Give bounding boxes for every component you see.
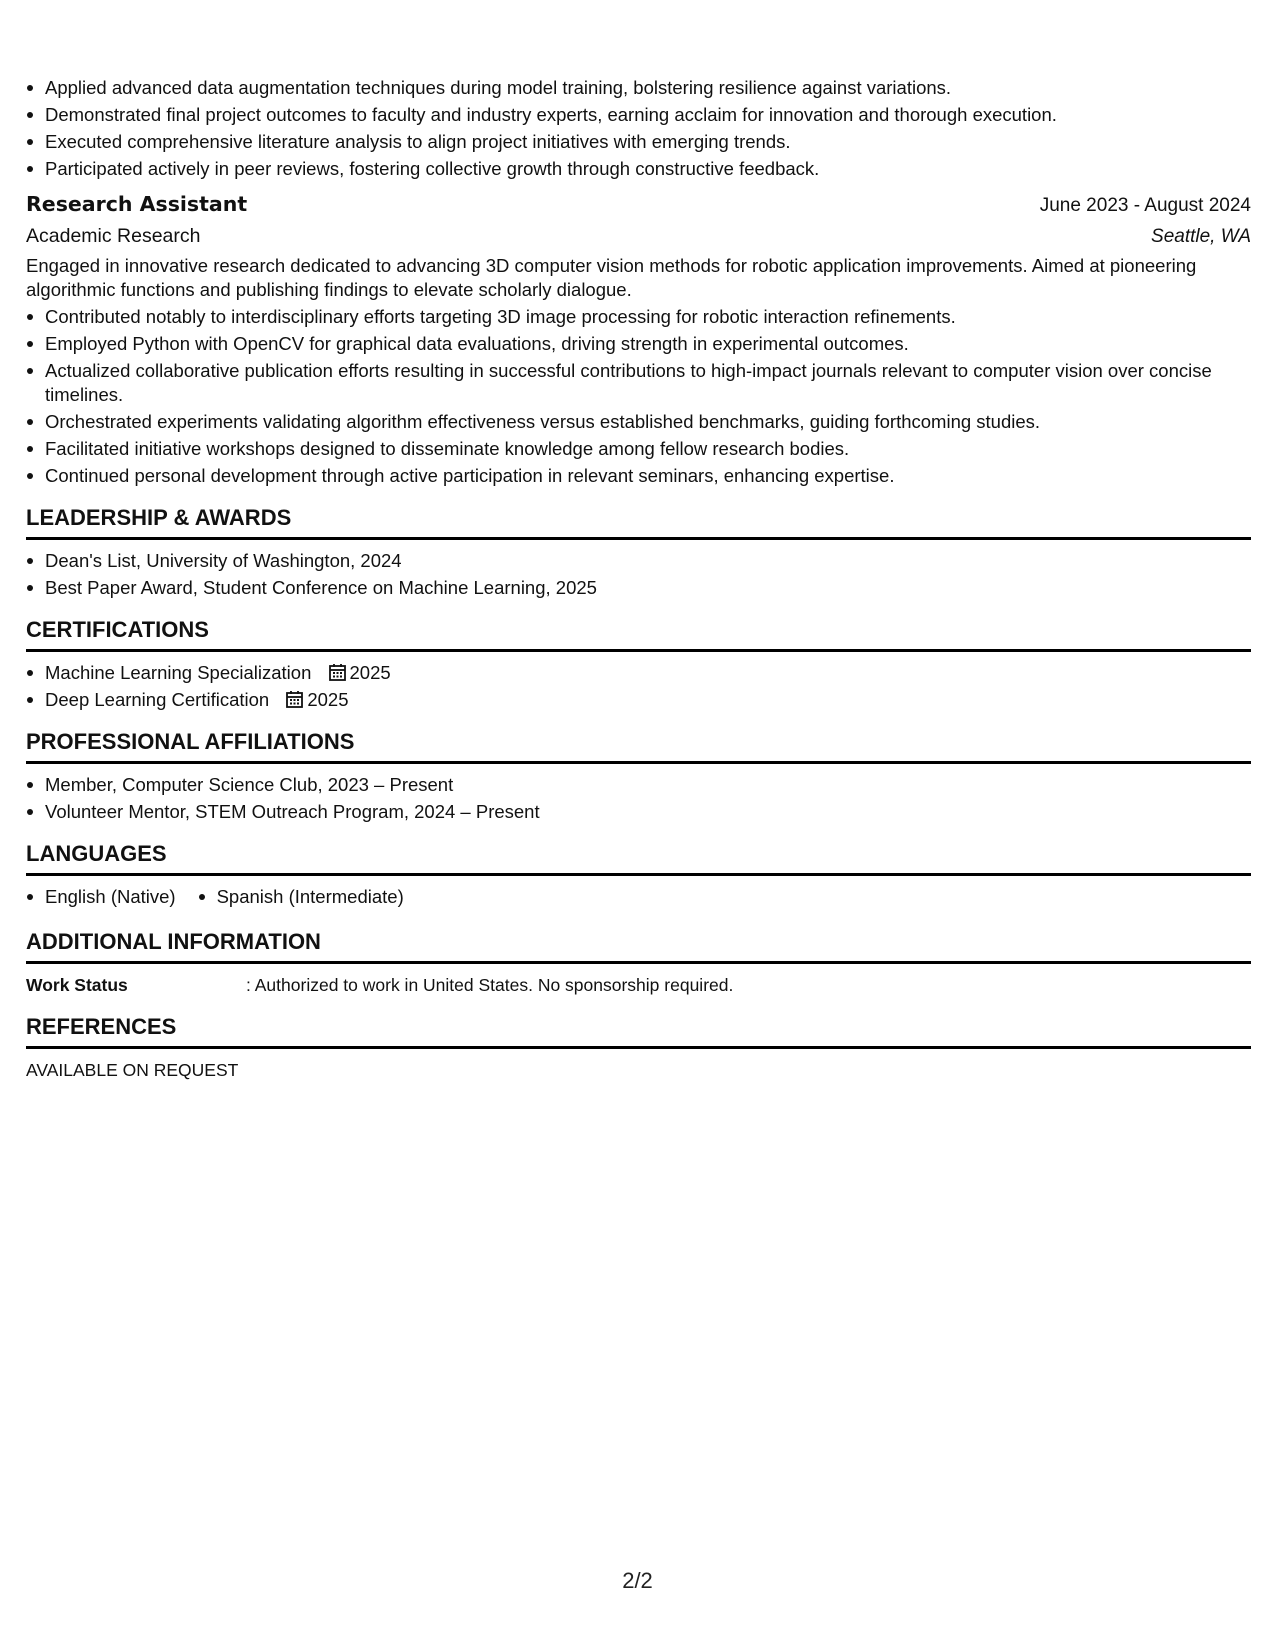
job-organization: Academic Research: [26, 225, 201, 247]
calendar-icon: [286, 690, 303, 708]
section-title: LANGUAGES: [26, 840, 1251, 876]
references-section: [26, 1013, 1251, 1082]
job-header: [26, 189, 1251, 221]
previous-role-bullets: [26, 76, 1251, 181]
job-subheader: [26, 221, 1251, 252]
list-item: Participated actively in peer reviews, fostering collective growth through constructive feedback.: [26, 157, 1251, 181]
list-item: [26, 688, 1251, 712]
list-item: Dean's List, University of Washington, 2024: [26, 549, 1251, 573]
list-item: Executed comprehensive literature analysis to align project initiatives with emerging trends.: [26, 130, 1251, 154]
certifications-section: [26, 616, 1251, 712]
list-item: [26, 661, 1251, 685]
list-item: Volunteer Mentor, STEM Outreach Program, 2024 – Present: [26, 800, 1251, 824]
page-number: 2/2: [622, 1568, 653, 1593]
certification-year: 2025: [349, 662, 391, 683]
list-item: Applied advanced data augmentation techniques during model training, bolstering resilience against variations.: [26, 76, 1251, 100]
certifications-list: [26, 661, 1251, 712]
list-item: Demonstrated final project outcomes to faculty and industry experts, earning acclaim for innovation and thorough execution.: [26, 103, 1251, 127]
section-title: LEADERSHIP & AWARDS: [26, 504, 1251, 540]
leadership-list: [26, 549, 1251, 600]
list-item: Orchestrated experiments validating algorithm effectiveness versus established benchmarks, guiding forthcoming studies.: [26, 410, 1251, 434]
calendar-icon: [329, 663, 346, 681]
affiliations-section: [26, 728, 1251, 824]
certification-year: 2025: [307, 689, 349, 710]
section-title: PROFESSIONAL AFFILIATIONS: [26, 728, 1251, 764]
list-item: English (Native): [26, 885, 176, 909]
job-summary: Engaged in innovative research dedicated to advancing 3D computer vision methods for robotic application improvements. Aimed at pioneering algorithmic functions and publishing findings to elevate scholarly dialogue.: [26, 255, 1197, 300]
work-status-label: Work Status: [26, 975, 128, 995]
references-text: AVAILABLE ON REQUEST: [26, 1060, 239, 1080]
job-title: Research Assistant: [26, 192, 248, 216]
list-item: Member, Computer Science Club, 2023 – Present: [26, 773, 1251, 797]
list-item: Best Paper Award, Student Conference on Machine Learning, 2025: [26, 576, 1251, 600]
list-item: Employed Python with OpenCV for graphical data evaluations, driving strength in experimental outcomes.: [26, 332, 1251, 356]
section-title: CERTIFICATIONS: [26, 616, 1251, 652]
leadership-section: [26, 504, 1251, 600]
job-bullets: [26, 305, 1251, 488]
certification-name: Machine Learning Specialization: [45, 662, 312, 683]
resume-page: [26, 76, 1251, 1082]
section-title: REFERENCES: [26, 1013, 1251, 1049]
list-item: Contributed notably to interdisciplinary efforts targeting 3D image processing for robotic interaction refinements.: [26, 305, 1251, 329]
work-status-row: [26, 973, 1251, 997]
certification-name: Deep Learning Certification: [45, 689, 270, 710]
work-status-value: : Authorized to work in United States. No sponsorship required.: [246, 975, 734, 995]
job-entry: [26, 189, 1251, 488]
job-location: Seattle, WA: [1151, 226, 1251, 247]
additional-info-section: [26, 928, 1251, 997]
list-item: Continued personal development through active participation in relevant seminars, enhancing expertise.: [26, 464, 1251, 488]
languages-section: [26, 840, 1251, 912]
section-title: ADDITIONAL INFORMATION: [26, 928, 1251, 964]
list-item: Spanish (Intermediate): [198, 885, 404, 909]
affiliations-list: [26, 773, 1251, 824]
job-dates: June 2023 - August 2024: [1039, 195, 1251, 216]
list-item: Facilitated initiative workshops designed to disseminate knowledge among fellow research bodies.: [26, 437, 1251, 461]
list-item: Actualized collaborative publication efforts resulting in successful contributions to high-impact journals relevant to computer vision over concise timelines.: [26, 359, 1251, 407]
languages-list: [26, 885, 1251, 912]
